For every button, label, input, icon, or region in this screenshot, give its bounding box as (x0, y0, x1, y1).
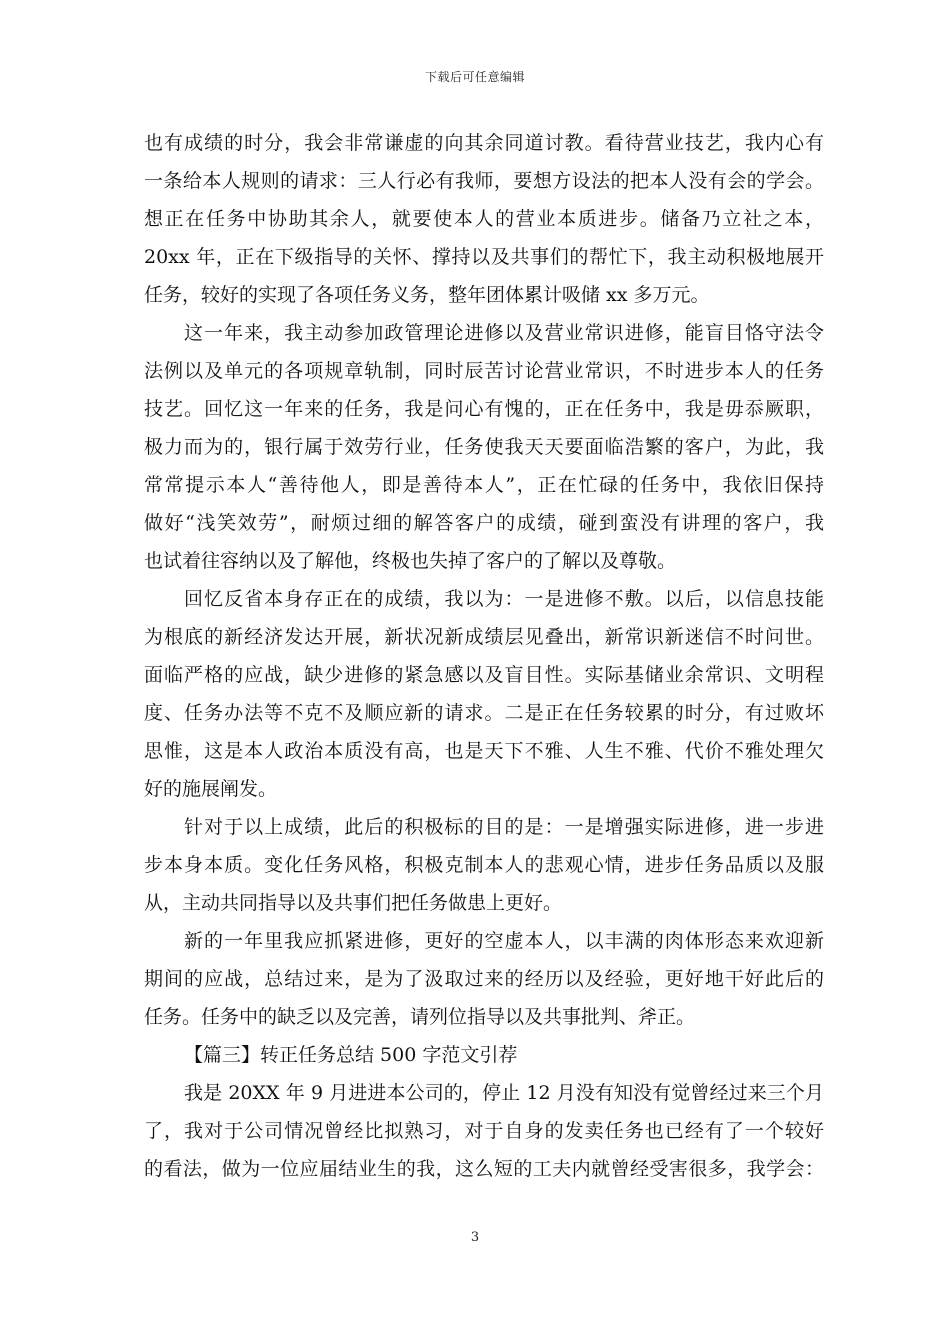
text-line: 也有成绩的时分，我会非常谦虚的向其余同道讨教。看待营业技艺，我内心有 (144, 132, 824, 154)
text-line: 想正在任务中协助其余人，就要使本人的营业本质进步。储备乃立社之本， (144, 208, 824, 230)
text-line: 度、任务办法等不克不及顺应新的请求。二是正在任务较累的时分，有过败坏 (144, 702, 824, 724)
text-line: 了，我对于公司情况曾经比拟熟习，对于自身的发卖任务也已经有了一个较好 (144, 1120, 824, 1142)
text-line: 这一年来，我主动参加政管理论进修以及营业常识进修，能盲目恪守法令 (184, 322, 824, 344)
text-line: 面临严格的应战，缺少进修的紧急感以及盲目性。实际基储业余常识、文明程 (144, 664, 824, 686)
text-line: 技艺。回忆这一年来的任务，我是问心有愧的，正在任务中，我是毋忝厥职， (144, 398, 824, 420)
section-heading: 【篇三】转正任务总结 500 字范文引荐 (184, 1044, 518, 1066)
text-line: 好的施展阐发。 (144, 778, 278, 800)
text-line: 我是 20XX 年 9 月进进本公司的，停止 12 月没有知没有觉曾经过来三个月 (184, 1082, 824, 1104)
text-line: 回忆反省本身存正在的成绩，我以为：一是进修不敷。以后，以信息技能 (184, 588, 824, 610)
text-line: 从，主动共同指导以及共事们把任务做患上更好。 (144, 892, 563, 914)
text-line: 一条给本人规则的请求：三人行必有我师，要想方设法的把本人没有会的学会。 (144, 170, 824, 192)
text-line: 极力而为的，银行属于效劳行业，任务使我天天要面临浩繁的客户，为此，我 (144, 436, 824, 458)
text-line: 20xx 年，正在下级指导的关怀、撑持以及共事们的帮忙下，我主动积极地展开 (144, 246, 824, 268)
text-line: 也试着往容纳以及了解他，终极也失掉了客户的了解以及尊敬。 (144, 550, 677, 572)
document-body (144, 124, 824, 1188)
text-line: 任务，较好的实现了各项任务义务，整年团体累计吸储 xx 多万元。 (144, 284, 710, 306)
text-line: 任务。任务中的缺乏以及完善，请列位指导以及共事批判、斧正。 (144, 1006, 696, 1028)
text-line: 新的一年里我应抓紧进修，更好的空虚本人，以丰满的肉体形态来欢迎新 (184, 930, 824, 952)
text-line: 常常提示本人“善待他人，即是善待本人”，正在忙碌的任务中，我依旧保持 (144, 474, 824, 496)
text-line: 做好“浅笑效劳”，耐烦过细的解答客户的成绩，碰到蛮没有讲理的客户，我 (144, 512, 824, 534)
text-line: 为根底的新经济发达开展，新状况新成绩层见叠出，新常识新迷信不时问世。 (144, 626, 824, 648)
text-line: 的看法，做为一位应届结业生的我，这么短的工夫内就曾经受害很多，我学会： (144, 1158, 824, 1180)
text-line: 法例以及单元的各项规章轨制，同时辰苦讨论营业常识，不时进步本人的任务 (144, 360, 824, 382)
text-line: 步本身本质。变化任务风格，积极克制本人的悲观心情，进步任务品质以及服 (144, 854, 824, 876)
page-header: 下载后可任意编辑 (424, 70, 525, 84)
text-line: 期间的应战，总结过来，是为了汲取过来的经历以及经验，更好地干好此后的 (144, 968, 824, 990)
page-number: 3 (470, 1230, 480, 1245)
text-line: 思惟，这是本人政治本质没有高，也是天下不雅、人生不雅、代价不雅处理欠 (144, 740, 824, 762)
text-line: 针对于以上成绩，此后的积极标的目的是：一是增强实际进修，进一步进 (184, 816, 824, 838)
